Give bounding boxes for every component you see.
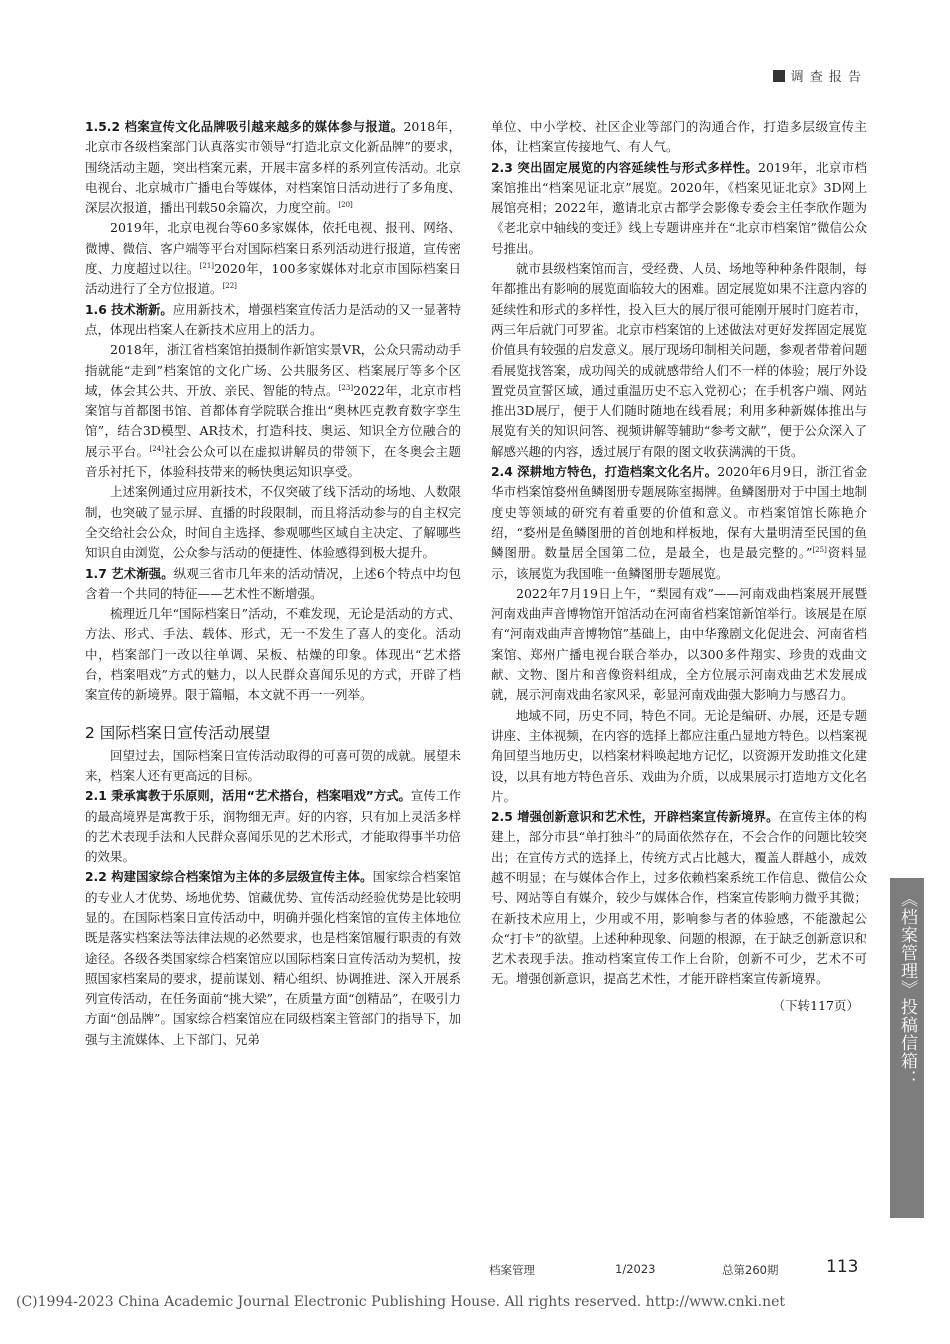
section-heading: 2 国际档案日宣传活动展望 (85, 723, 271, 742)
paragraph-text: 回望过去，国际档案日宣传活动取得的可喜可贺的成就。展望未来，档案人还有更高远的目标。 (85, 747, 461, 783)
citation-ref: [21] (199, 261, 215, 270)
paragraph-text: 2022年7月19日上午，“梨园有戏”——河南戏曲档案展开展暨河南戏曲声音博物馆开馆活动在河南省档案馆新馆举行。该展是在原有“河南戏曲声音博物馆”基础上，由中华豫剧文化促进会、河南省档案馆、郑州广播电视台联合举办，以300多件翔实、珍贵的戏曲文献、文物、图片和音像资料组成，全方位展示河南戏曲艺术发展成就，展示河南戏曲名家风采，彰显河南戏曲强大影响力与感召力。 (491, 585, 867, 703)
paragraph (85, 746, 461, 787)
right-column (491, 117, 867, 1016)
paragraph (85, 340, 461, 482)
paragraph-text: 就市县级档案馆而言，受经费、人员、场地等种种条件限制，每年都推出有影响的展览面临较大的困难。固定展览如果不注意内容的延续性和形式的多样性，投入巨大的展厅很可能刚开展时门庭若市，两三年后就门可罗雀。北京市档案馆的上述做法对更好发挥固定展览价值具有较强的启发意义。展厅现场印制相关问题，参观者带着问题看展览找答案，成功闯关的成就感带给人们不一样的体验；展厅外设置党员宣誓区域，通过重温历史不忘入党初心；在手机客户端、网站推出3D展厅，便于人们随时随地在线看展；利用多种新媒体推出与展览有关的知识问答、视频讲解等辅助“参考文献”，便于公众深入了解感兴趣的内容，透过展厅有限的图文收获满满的干货。 (491, 261, 867, 459)
citation-ref: [24] (149, 444, 164, 453)
footer-issue: 1/2023 (615, 1262, 656, 1276)
subsection-heading: 2.5 增强创新意识和艺术性，开辟档案宣传新境界。 (491, 810, 779, 825)
paragraph-text: 资料显示，该展览为我国唯一鱼鳞图册专题展览。 (491, 545, 867, 581)
subsection-heading: 2.3 突出固定展览的内容延续性与形式多样性。 (491, 160, 758, 175)
paragraph-text: 宣传工作的最高境界是寓教于乐，润物细无声。好的内容，只有加上灵活多样的艺术表现手法和人民群众喜闻乐见的艺术形式，才能取得事半功倍的效果。 (85, 788, 461, 865)
subsection-paragraph (85, 867, 461, 1050)
subsection-paragraph (85, 564, 461, 605)
section-label: 调 查 报 告 (790, 70, 862, 85)
paragraph-text: 纵观三省市几年来的活动情况，上述6个特点中均包含着一个共同的特征——艺术性不断增强。 (85, 565, 461, 601)
paragraph-text: 单位、中小学校、社区企业等部门的沟通合作，打造多层级宣传主体，让档案宣传接地气、有人气。 (491, 119, 867, 155)
paragraph-text: 社会公众可以在虚拟讲解员的带领下，在冬奥会主题音乐衬托下，体验科技带来的畅快奥运知识享受。 (85, 443, 461, 480)
continued-note: （下转117页） (772, 997, 859, 1013)
subsection-heading: 1.6 技术渐新。 (85, 302, 173, 317)
paragraph-text: 梳理近几年“国际档案日”活动，不难发现，无论是活动的方式、方法、形式、手法、载体、形式，无一不发生了喜人的变化。活动中，档案部门一改以往单调、呆板、枯燥的印象。体现出“艺术搭台，档案唱戏”方式的魅力，以人民群众喜闻乐见的方式，开辟了档案宣传的新境界。限于篇幅，本文就不再一一列举。 (85, 606, 461, 703)
subsection-heading: 2.1 秉承寓教于乐原则，活用“艺术搭台，档案唱戏”方式。 (85, 789, 411, 804)
subsection-paragraph (491, 462, 867, 584)
paragraph (491, 584, 867, 706)
paragraph-text: 2018年，浙江省档案馆拍摄制作新馆实景VR，公众只需动动手指就能“走到”档案馆的文化广场、公共服务区、档案展厅等多个区域，体会其公共、开放、亲民、智能的特点。 (85, 342, 461, 398)
page-number: 113 (826, 1257, 859, 1277)
subsection-heading: 2.2 构建国家综合档案馆为主体的多层级宣传主体。 (85, 870, 373, 885)
paragraph-text: 应用新技术，增强档案宣传活力是活动的又一显著特点，体现出档案人在新技术应用上的活力。 (85, 301, 461, 337)
paragraph (491, 706, 867, 807)
paragraph-text: 地域不同，历史不同，特色不同。无论是编研、办展，还是专题讲座、主体视频，在内容的选择上都应注重凸显地方特色。以档案视角回望当地历史，以档案材料唤起地方记忆，以资源开发助推文化建设，以具有地方特色音乐、戏曲为介质，以成果展示打造地方文化名片。 (491, 707, 867, 804)
header-square-icon (773, 70, 785, 82)
paragraph-text: 2019年，北京电视台等60多家媒体，依托电视、报刊、网络、微博、微信、客户端等平台对国际档案日系列活动进行报道，宣传密度、力度超过以往。 (85, 220, 461, 277)
subsection-heading: 1.7 艺术渐强。 (85, 566, 174, 581)
paragraph (491, 259, 867, 462)
subsection-paragraph (85, 300, 461, 341)
paragraph-text: 在宣传主体的构建上，部分市县“单打独斗”的局面依然存在，不会合作的问题比较突出；在宣传方式的选择上，传统方式占比越大，覆盖人群越小，成效越不明显；在与媒体合作上，过多依赖档案系统工作信息、微信公众号、网站等自有媒介，较少与媒体合作，档案宣传影响力微乎其微；在新技术应用上，少用或不用，影响参与者的体验感，不能激起公众“打卡”的欲望。上述种种现象、问题的根源，在于缺乏创新意识和艺术表现手法。推动档案宣传工作上台阶，创新不可少，艺术不可无。增强创新意识，提高艺术性，才能开辟档案宣传新境界。 (491, 809, 867, 987)
subsection-paragraph (491, 158, 867, 259)
submission-email-sidebar: 《档案管理》投稿信箱：dagl@vip.163.com (890, 878, 924, 1218)
citation-ref: [20] (338, 201, 353, 210)
paragraph-text: 上述案例通过应用新技术，不仅突破了线下活动的场地、人数限制，也突破了显示屏、直播的时段限制，而且将活动参与的自主权完全交给社会公众，时间自主选择、参观哪些区域自主决定、了解哪些知识自由浏览，公众参与活动的便捷性、体验感得到极大提升。 (85, 484, 461, 561)
paragraph-text: 2018年，北京市各级档案部门认真落实市领导“打造北京文化新品牌”的要求，围绕活动主题，突出档案元素，开展丰富多样的系列宣传活动。北京电视台、北京城市广播电台等媒体，对档案馆日活动进行了多角度、深层次报道，播出刊载50余篇次，力度空前。 (85, 119, 461, 216)
section-header (773, 66, 862, 85)
subsection-paragraph (85, 786, 461, 867)
paragraph (491, 117, 867, 158)
subsection-heading: 2.4 深耕地方特色，打造档案文化名片。 (491, 465, 718, 480)
paragraph-text: 2020年，100多家媒体对北京市国际档案日活动进行了全方位报道。 (85, 261, 461, 297)
subsection-paragraph (491, 807, 867, 990)
citation-ref: [25] (812, 546, 827, 555)
paragraph-text: 2020年6月9日，浙江省金华市档案馆婺州鱼鳞图册专题展陈室揭牌。鱼鳞图册对于中国土地制度史等领域的研究有着重要的价值和意义。市档案馆馆长陈艳介绍，“婺州是鱼鳞图册的首创地和样板地，保有大量明清至民国的鱼鳞图册。数量居全国第二位，是最全，也是最完整的。” (491, 464, 867, 561)
footer-journal: 档案管理 (489, 1263, 535, 1277)
paragraph (85, 218, 461, 299)
paragraph-text: 2022年，北京市档案馆与首都图书馆、首都体育学院联合推出“奥林匹克教育数字孪生馆”，结合3D模型、AR技术，打造科技、奥运、知识全方位融合的展示平台。 (85, 382, 461, 459)
citation-ref: [23] (338, 383, 354, 392)
copyright-line: (C)1994-2023 China Academic Journal Electronic Publishing House. All rights reserved. http://www.cnki.net (16, 1294, 786, 1310)
subsection-heading: 1.5.2 档案宣传文化品牌吸引越来越多的媒体参与报道。 (85, 120, 404, 134)
paragraph-text: 国家综合档案馆的专业人才优势、场地优势、馆藏优势、宣传活动经验优势是比较明显的。在国际档案日宣传活动中，明确并强化档案馆的宣传主体地位既是落实档案法等法律法规的必然要求，也是档案馆履行职责的有效途径。各级各类国家综合档案馆应以国际档案日宣传活动为契机，按照国家档案局的要求，提前谋划、精心组织、协调推进、深入开展系列宣传活动，在任务面前“挑大梁”，在质量方面“创精品”，在吸引力方面“创品牌”。国家综合档案馆应在同级档案主管部门的指导下，加强与主流媒体、上下部门、兄弟 (85, 869, 461, 1047)
footer-total: 总第260期 (722, 1263, 779, 1277)
paragraph (85, 604, 461, 705)
citation-ref: [22] (222, 282, 237, 291)
paragraph (85, 482, 461, 563)
left-column (85, 117, 461, 1050)
subsection-paragraph (85, 117, 461, 218)
paragraph-text: 2019年，北京市档案馆推出“档案见证北京”展览。2020年，《档案见证北京》3D网上展馆亮相；2022年，邀请北京古都学会影像专委会主任李欣作题为《老北京中轴线的变迁》线上专题讲座并在“北京市档案馆”微信公众号推出。 (491, 159, 867, 256)
